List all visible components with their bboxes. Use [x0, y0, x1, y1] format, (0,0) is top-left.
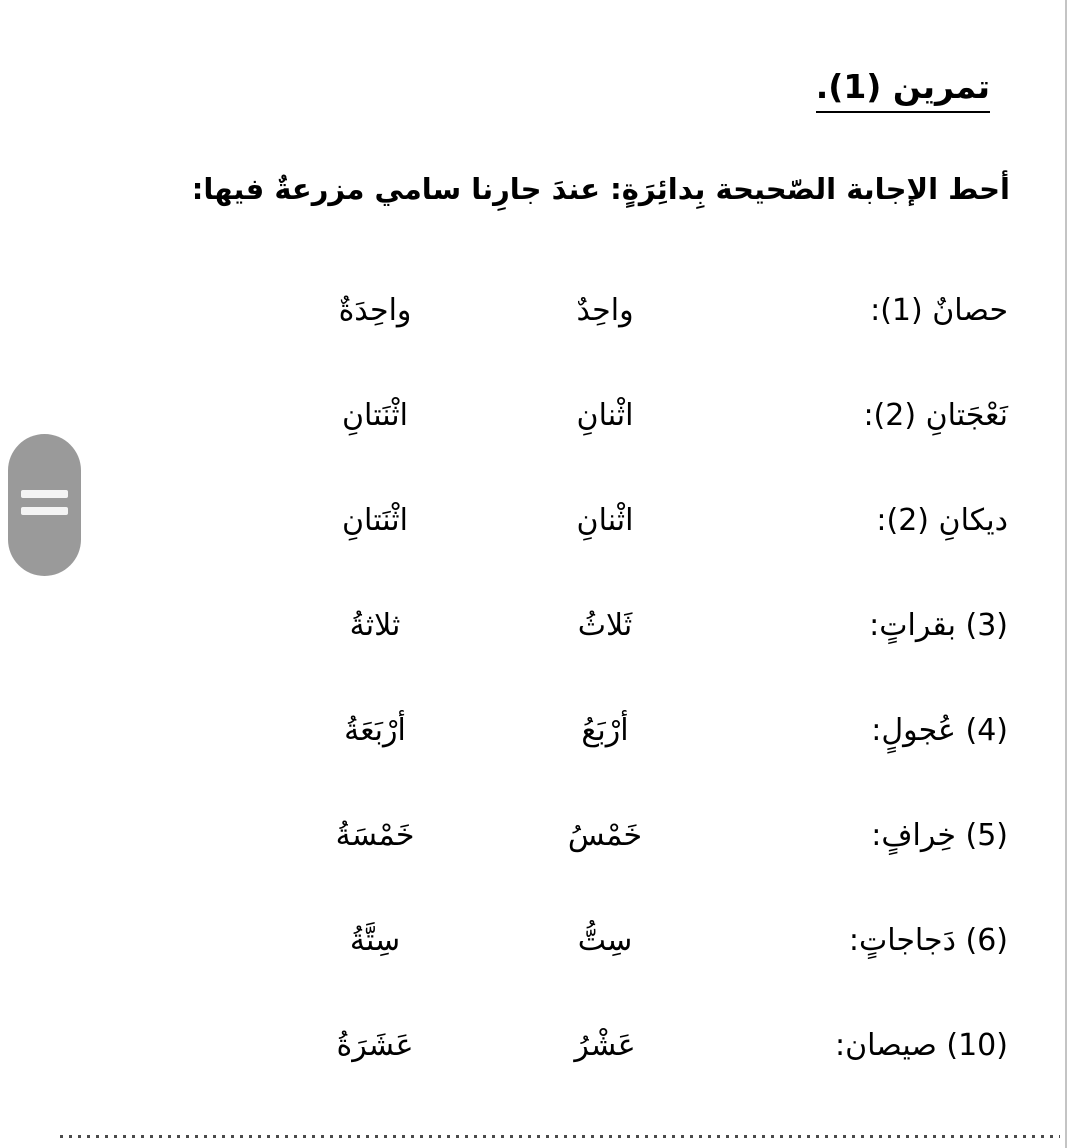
item-label: نَعْجَتانِ (2):: [863, 397, 1008, 433]
item-label: ديكانِ (2):: [876, 502, 1008, 538]
exercise-row: [0, 888, 1076, 993]
exercise-title: تمرين (1).: [816, 66, 990, 113]
answer-option-a[interactable]: ثَلاثُ: [577, 607, 633, 643]
exercise-row: [0, 993, 1076, 1098]
exercise-instruction: أحط الإجابة الصّحيحة بِدائِرَةٍ: عندَ جارِنا سامي مزرعةٌ فيها:: [191, 172, 1010, 206]
exercise-row: [0, 363, 1076, 468]
exercise-row: [0, 783, 1076, 888]
answer-option-b[interactable]: اثْنَتانِ: [342, 397, 408, 433]
answer-option-a[interactable]: خَمْسُ: [567, 817, 643, 853]
item-label: (10) صيصان:: [835, 1027, 1008, 1063]
answer-option-b[interactable]: واحِدَةٌ: [338, 292, 412, 328]
item-label: (6) دَجاجاتٍ:: [848, 922, 1008, 958]
exercise-row: [0, 573, 1076, 678]
answer-option-a[interactable]: سِتُّ: [577, 922, 633, 958]
item-label: (5) خِرافٍ:: [871, 817, 1008, 853]
answer-option-b[interactable]: عَشَرَةُ: [336, 1027, 414, 1063]
answer-option-a[interactable]: واحِدٌ: [576, 292, 634, 328]
item-label: (4) عُجولٍ:: [871, 712, 1008, 748]
item-label: (3) بقراتٍ:: [869, 607, 1008, 643]
item-label: حصانٌ (1):: [870, 292, 1008, 328]
exercise-row: [0, 678, 1076, 783]
answer-option-a[interactable]: أرْبَعُ: [581, 712, 629, 748]
answer-option-a[interactable]: اثْنانِ: [576, 397, 634, 433]
answer-option-b[interactable]: سِتَّةُ: [349, 922, 401, 958]
answer-option-a[interactable]: عَشْرُ: [574, 1027, 636, 1063]
answer-option-b[interactable]: ثلاثةُ: [349, 607, 401, 643]
answer-option-b[interactable]: اثْنَتانِ: [342, 502, 408, 538]
exercise-row: [0, 258, 1076, 363]
exercise-rows: [0, 258, 1076, 1098]
answer-option-a[interactable]: اثْنانِ: [576, 502, 634, 538]
dotted-separator: [60, 1135, 1060, 1138]
exercise-row: [0, 468, 1076, 573]
answer-option-b[interactable]: أرْبَعَةُ: [344, 712, 406, 748]
answer-option-b[interactable]: خَمْسَةُ: [335, 817, 415, 853]
